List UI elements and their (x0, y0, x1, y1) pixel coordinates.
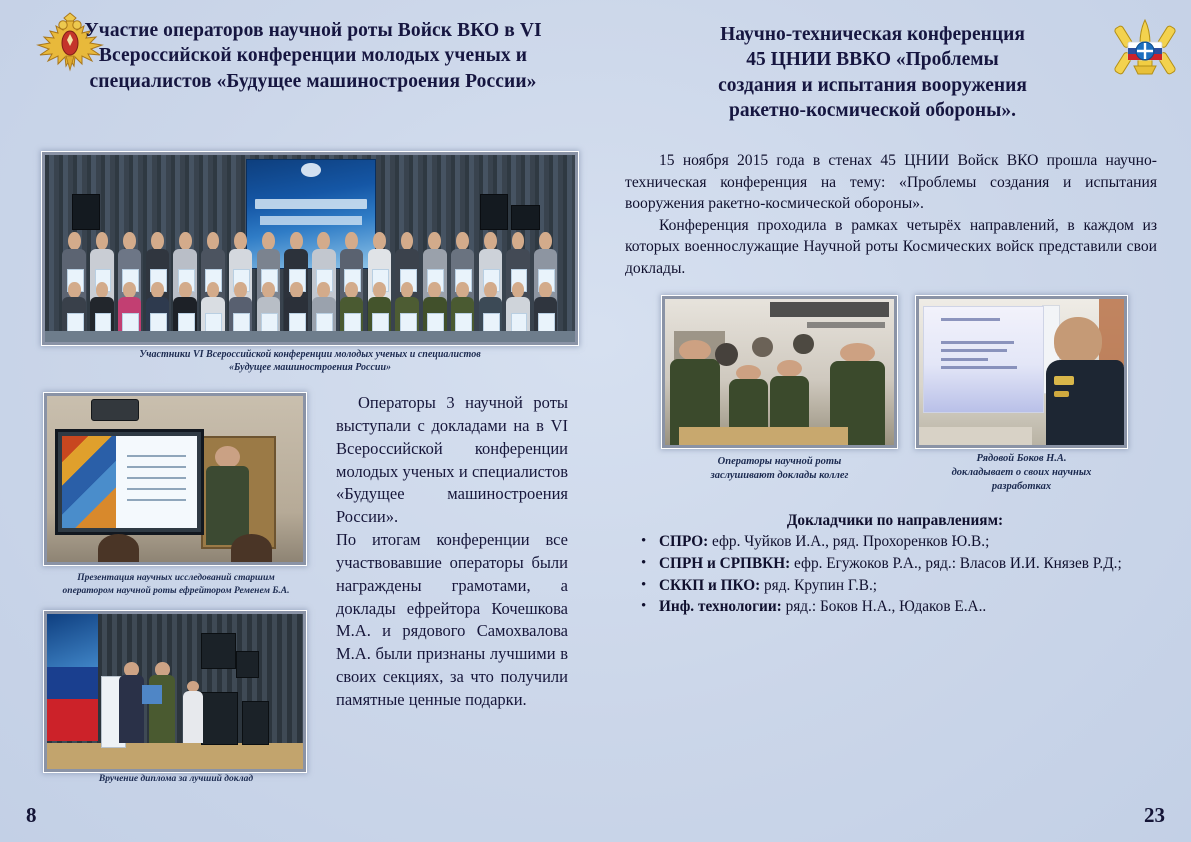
caption-participants-line-1: Участники VI Всероссийской конференции молодых ученых и специалистов (139, 349, 481, 360)
right-paragraph-2: Конференция проходила в рамках четырёх направлений, в каждом из которых военнослужащие Научной роты Космических войск представили свои доклады. (625, 216, 1157, 277)
left-page-title (78, 18, 548, 94)
photo-diploma-award (44, 611, 306, 772)
caption-audience-operators (662, 455, 897, 483)
right-page-title (625, 22, 1120, 123)
list-item (659, 576, 1165, 597)
caption-audience-line-1: Операторы научной роты (717, 456, 842, 467)
caption-presentation-line-2: оператором научной роты ефрейтором Ременем Б.А. (62, 585, 290, 596)
caption-officer-report (914, 452, 1129, 494)
caption-research-presentation (38, 572, 314, 597)
left-paragraph-2: По итогам конференции все участвовавшие операторы были награждены грамотами, а доклады ефрейтора Кочешкова М.А. и рядового Самохвалова М.А. были признаны лучшими в своих секциях, за что получили памятные ценные подарки. (336, 530, 568, 709)
left-title-line-4: «Будущее машиностроения России» (216, 70, 537, 92)
left-title-line-1: Участие операторов научной (84, 20, 343, 41)
right-title-line-2: 45 ЦНИИ ВВКО «Проблемы (746, 49, 999, 71)
right-title-line-3: создания и испытания вооружения (718, 74, 1027, 96)
speaker-names: ряд. Крупин Г.В.; (760, 576, 878, 594)
caption-officer-line-2: докладывает о своих научных (951, 466, 1092, 478)
space-forces-emblem (1112, 14, 1178, 80)
left-title-line-2: роты Войск ВКО в VI Всероссийской (98, 20, 542, 67)
caption-participants-line-2: «Будущее машиностроения России» (228, 362, 392, 374)
page-number-right: 23 (1144, 803, 1165, 827)
photo-audience-operators (662, 296, 897, 448)
right-title-line-4: ракетно-космической обороны». (728, 100, 1016, 122)
speakers-title: Докладчики по направлениям: (786, 512, 1004, 529)
right-paragraph-1: 15 ноября 2015 года в стенах 45 ЦНИИ Войск ВКО прошла научно-техническая конференция на тему: «Проблемы создания и испытания вооружения ракетно-космической обороны». (625, 152, 1157, 213)
speakers-section (625, 512, 1165, 619)
caption-audience-line-2: заслушивают доклады коллег (710, 469, 849, 481)
left-title-line-3: конференции молодых ученых и специалистов (89, 45, 528, 92)
speaker-direction-label: СПРН и СРПВКН: (659, 554, 791, 572)
caption-officer-line-3: разработках (991, 480, 1052, 492)
caption-diploma-line-1: Вручение диплома за лучший доклад (98, 774, 254, 784)
speaker-direction-label: Инф. технологии: (659, 598, 782, 616)
speaker-direction-label: СККП и ПКО: (659, 576, 761, 594)
photo-conference-participants (42, 152, 578, 345)
photo-officer-report (916, 296, 1127, 448)
speaker-names: ефр. Егужоков Р.А., ряд.: Власов И.И. Князев Р.Д.; (790, 554, 1122, 572)
right-page (596, 0, 1191, 842)
page-number-left: 8 (26, 803, 37, 827)
left-body-text (336, 392, 568, 712)
speaker-names: ефр. Чуйков И.А., ряд. Прохоренков Ю.В.; (708, 533, 990, 550)
list-item (659, 532, 1165, 553)
list-item (659, 597, 1165, 618)
speakers-list (625, 532, 1165, 618)
list-item (659, 554, 1165, 575)
left-paragraph-1: Операторы 3 научной роты выступали с докладами на в VI Всероссийской конференции молодых ученых и специалистов «Будущее машиностроения России». (336, 393, 568, 527)
right-body-text (625, 150, 1157, 279)
caption-conference-participants (60, 348, 560, 374)
caption-officer-line-1: Рядовой Боков Н.А. (976, 453, 1067, 464)
right-title-line-1: Научно-техническая конференция (720, 24, 1025, 45)
speaker-direction-label: СПРО: (659, 533, 709, 550)
caption-diploma-award (38, 773, 314, 786)
speaker-names: ряд.: Боков Н.А., Юдаков Е.А.. (781, 598, 987, 616)
caption-presentation-line-1: Презентация научных исследований старшим (77, 573, 275, 583)
photo-research-presentation (44, 393, 306, 565)
